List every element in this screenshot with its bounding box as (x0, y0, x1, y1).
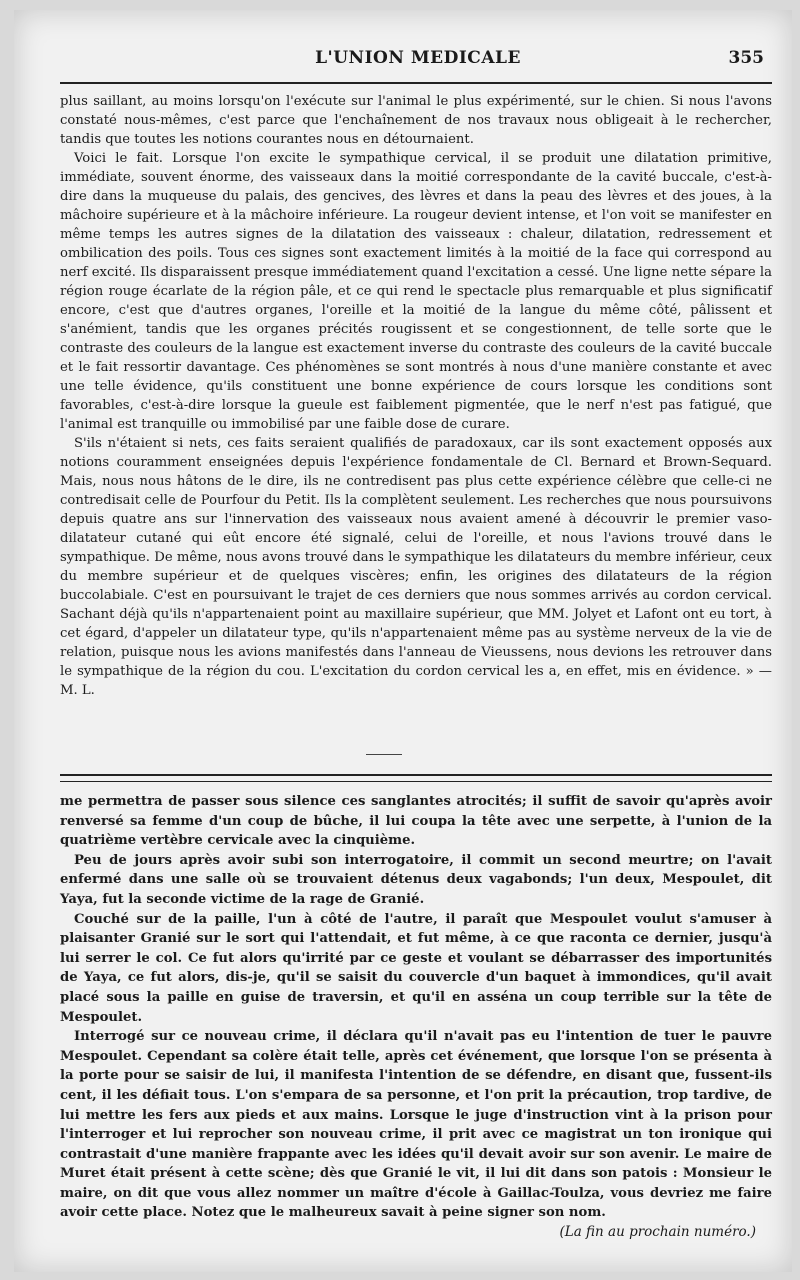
journal-page (14, 10, 792, 1272)
feuilleton-paragraph: Peu de jours après avoir subi son interrogatoire, il commit un second meurtre; on l'avait enfermé dans une salle où se trouvaient détenus deux vagabonds; l'un deux, Mespoulet, dit Yaya, fut la seconde victime de la rage de Granié. (60, 852, 772, 907)
feuilleton-paragraph: me permettra de passer sous silence ces sanglantes atrocités; il suffit de savoir qu'après avoir renversé sa femme d'un coup de bûche, il lui coupa la tête avec une serpette, à l'union de la quatrième vertèbre cervicale avec la cinquième. (60, 794, 772, 849)
feuilleton-separator-bottom (60, 781, 772, 782)
page-header (58, 48, 778, 78)
header-rule (60, 82, 772, 84)
page-number: 355 (728, 48, 764, 68)
feuilleton-paragraph: Couché sur de la paille, l'un à côté de l'autre, il paraît que Mespoulet voulut s'amuser à plaisanter Granié sur le sort qui l'attendait, et fut même, à ce que raconta ce dernier, jusqu'à lui serrer le col. Ce fut alors qu'irrité par ce geste et voulant se débarrasser des importunités de Yaya, ce fut alors, dis-je, qu'il se saisit du couvercle d'un baquet à immondices, qu'il avait placé sous la paille en guise de traversin, et qu'il en asséna un coup terrible sur la tête de Mespoulet. (60, 911, 772, 1025)
article-paragraph: S'ils n'étaient si nets, ces faits seraient qualifiés de paradoxaux, car ils sont exactement opposés aux notions couramment enseignées depuis l'expérience fondamentale de Cl. Bernard et Brown-Sequard. Mais, nous nous hâtons de le dire, ils ne contredisent pas plus cette expérience célèbre que celle-ci ne contredisait celle de Pourfour du Petit. Ils la complètent seulement. Les recherches que nous poursuivons depuis quatre ans sur l'innervation des vaisseaux nous avaient amené à découvrir le premier vaso-dilatateur cutané qui eût encore été signalé, celui de l'oreille, et nous l'avions trouvé dans le sympathique. De même, nous avons trouvé dans le sympathique les dilatateurs du membre inférieur, ceux du membre supérieur et de quelques viscères; enfin, les origines des dilatateurs de la région buccolabiale. C'est en poursuivant le trajet de ces derniers que nous sommes arrivés au cordon cervical. Sachant déjà qu'ils n'appartenaient point au maxillaire supérieur, que MM. Jolyet et Lafont ont eu tort, à cet égard, d'appeler un dilatateur type, qu'ils n'appartenaient même pas au système nerveux de la vie de relation, puisque nous les avions manifestés dans l'anneau de Vieussens, nous devions les retrouver dans le sympathique de la région du cou. L'excitation du cordon cervical les a, en effet, mis en évidence. » — M. L. (60, 436, 772, 698)
article-body (60, 92, 772, 700)
to-be-continued-note: (La fin au prochain numéro.) (559, 1224, 756, 1240)
feuilleton-separator-top (60, 774, 772, 776)
feuilleton-body (60, 792, 772, 1223)
article-paragraph: Voici le fait. Lorsque l'on excite le sympathique cervical, il se produit une dilatation primitive, immédiate, souvent énorme, des vaisseaux dans la moitié correspondante de la cavité buccale, c'est-à-dire dans la muqueuse du palais, des gencives, des lèvres et dans la peau des lèvres et des joues, à la mâchoire supérieure et à la mâchoire inférieure. La rougeur devient intense, et l'on voit se manifester en même temps les autres signes de la dilatation des vaisseaux : chaleur, dilatation, redressement et ombilication des poils. Tous ces signes sont exactement limités à la moitié de la face qui correspond au nerf excité. Ils disparaissent presque immédiatement quand l'excitation a cessé. Une ligne nette sépare la région rouge écarlate de la région pâle, et ce qui rend le spectacle plus remarquable et plus significatif encore, c'est que d'autres organes, l'oreille et la moitié de la langue du même côté, pâlissent et s'anémient, tandis que les organes précités rougissent et se congestionnent, de telle sorte que le contraste des couleurs de la langue est exactement inverse du contraste des couleurs de la cavité buccale et le fait ressortir davantage. Ces phénomènes se sont montrés à nous d'une manière constante et avec une telle évidence, qu'ils constituent une bonne expérience de cours lorsque les conditions sont favorables, c'est-à-dire lorsque la gueule est faiblement pigmentée, que le nerf n'est pas fatigué, que l'animal est tranquille ou immobilisé par une faible dose de curare. (60, 151, 772, 432)
feuilleton-paragraph: Interrogé sur ce nouveau crime, il déclara qu'il n'avait pas eu l'intention de tuer le pauvre Mespoulet. Cependant sa colère était telle, après cet événement, que lorsque l'on se présenta à la porte pour se saisir de lui, il manifesta l'intention de se défendre, en disant que, fussent-ils cent, il les défiait tous. L'on s'empara de sa personne, et l'on prit la précaution, trop tardive, de lui mettre les fers aux pieds et aux mains. Lorsque le juge d'instruction vint à la prison pour l'interroger et lui reprocher son nouveau crime, il prit avec ce magistrat un ton ironique qui contrastait d'une manière frappante avec les idées qu'il devait avoir sur son avenir. Le maire de Muret était présent à cette scène; dès que Granié le vit, il lui dit dans son patois : Monsieur le maire, on dit que vous allez nommer un maître d'école à Gaillac-Toulza, vous devriez me faire avoir cette place. Notez que le malheureux savait à peine signer son nom. (60, 1029, 772, 1221)
journal-title: L'UNION MEDICALE (315, 48, 521, 68)
end-of-article-mark (366, 754, 402, 755)
article-paragraph: plus saillant, au moins lorsqu'on l'exécute sur l'animal le plus expérimenté, sur le chien. Si nous l'avons constaté nous-mêmes, c'est parce que l'enchaînement de nos travaux nous obligeait à le rechercher, tandis que toutes les notions courantes nous en détournaient. (60, 94, 772, 147)
